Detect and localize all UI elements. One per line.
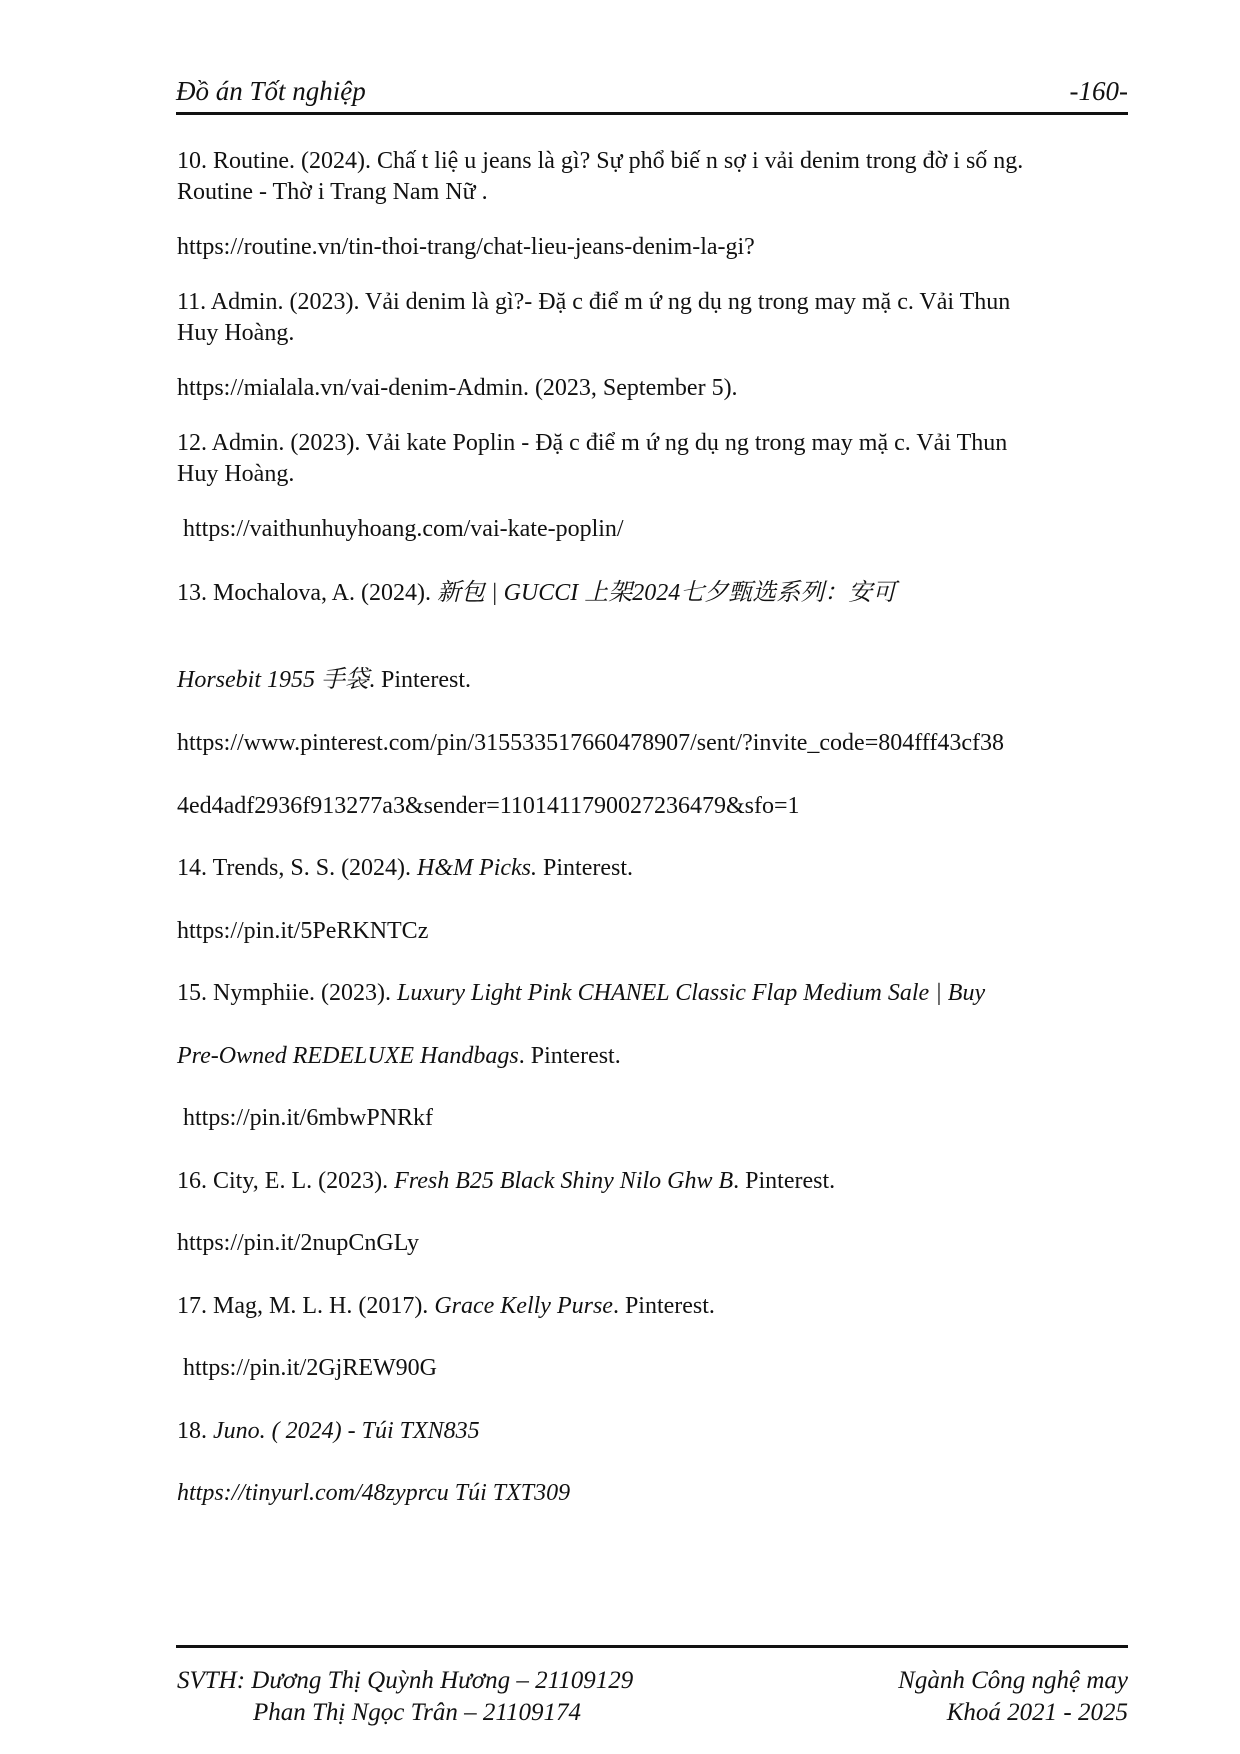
reference-17-suffix: . Pinterest.: [612, 1293, 715, 1319]
reference-13-prefix: 13. Mochalova, A. (2024).: [177, 580, 437, 606]
reference-14-suffix: Pinterest.: [537, 855, 634, 881]
page-header: [176, 72, 1128, 115]
reference-13-title-part-2: Horsebit 1955 手袋: [177, 667, 369, 693]
reference-15-title-part-2: Pre-Owned REDELUXE Handbags: [177, 1043, 519, 1069]
reference-16-title: Fresh B25 Black Shiny Nilo Ghw B: [394, 1168, 734, 1194]
reference-13-suffix: . Pinterest.: [369, 667, 471, 693]
reference-18-title: Juno. ( 2024) - Túi TXN835: [213, 1418, 480, 1444]
reference-12-line-2: Huy Hoàng.: [177, 461, 295, 487]
reference-18-prefix: 18.: [177, 1418, 213, 1444]
reference-15-suffix: . Pinterest.: [518, 1043, 621, 1069]
reference-12-line-1: 12. Admin. (2023). Vải kate Poplin - Đặ c điể m ứ ng dụ ng trong may mặ c. Vải Thun: [177, 430, 1008, 456]
reference-11-line-1: 11. Admin. (2023). Vải denim là gì?- Đặ c điể m ứ ng dụ ng trong may mặ c. Vải Thun: [177, 289, 1011, 315]
reference-17-prefix: 17. Mag, M. L. H. (2017).: [177, 1293, 435, 1319]
reference-14-title: H&M Picks.: [417, 855, 538, 881]
page-number: -160-: [1069, 76, 1128, 106]
reference-14-prefix: 14. Trends, S. S. (2024).: [177, 855, 418, 881]
reference-15-line-2: [177, 1041, 621, 1071]
reference-13-line-2: [177, 665, 471, 695]
reference-16-suffix: . Pinterest.: [733, 1168, 836, 1194]
reference-13-url-line-2[interactable]: 4ed4adf2936f913277a3&sender=1101411790027236479&sfo=1: [177, 793, 800, 819]
reference-11-line-2: Huy Hoàng.: [177, 320, 295, 346]
reference-10-line-1: 10. Routine. (2024). Chấ t liệ u jeans là gì? Sự phổ biế n sợ i vải denim trong đờ i số ng.: [177, 148, 1024, 174]
reference-11-url[interactable]: https://mialala.vn/vai-denim-Admin. (2023, September 5).: [177, 375, 738, 401]
reference-18: [177, 1416, 480, 1446]
reference-16-url[interactable]: https://pin.it/2nupCnGLy: [177, 1230, 420, 1256]
footer-cohort: Khoá 2021 - 2025: [946, 1699, 1128, 1726]
reference-17: [177, 1291, 715, 1321]
reference-16: [177, 1166, 835, 1196]
footer-author-2: Phan Thị Ngọc Trân – 21109174: [253, 1699, 582, 1726]
reference-15-title-part-1: Luxury Light Pink CHANEL Classic Flap Medium Sale | Buy: [396, 980, 986, 1006]
reference-10-url[interactable]: https://routine.vn/tin-thoi-trang/chat-lieu-jeans-denim-la-gi?: [177, 234, 755, 260]
footer-author-1: SVTH: Dương Thị Quỳnh Hương – 21109129: [177, 1667, 634, 1694]
reference-13-line-1: [177, 578, 896, 608]
reference-16-prefix: 16. City, E. L. (2023).: [177, 1168, 395, 1194]
reference-17-url[interactable]: https://pin.it/2GjREW90G: [183, 1355, 438, 1381]
reference-13-url-line-1[interactable]: https://www.pinterest.com/pin/315533517660478907/sent/?invite_code=804fff43cf38: [177, 730, 1004, 756]
reference-15-line-1: [177, 978, 985, 1008]
reference-14-url[interactable]: https://pin.it/5PeRKNTCz: [177, 918, 429, 944]
reference-10-line-2: Routine - Thờ i Trang Nam Nữ .: [177, 179, 488, 205]
reference-13-title-part-1: 新包 | GUCCI 上架2024七夕甄选系列：安可: [436, 580, 897, 606]
reference-15-url[interactable]: https://pin.it/6mbwPNRkf: [183, 1105, 434, 1131]
reference-18-url[interactable]: https://tinyurl.com/48zyprcu Túi TXT309: [177, 1480, 571, 1506]
reference-15-prefix: 15. Nymphiie. (2023).: [177, 980, 397, 1006]
reference-12-url[interactable]: https://vaithunhuyhoang.com/vai-kate-poplin/: [183, 516, 624, 542]
reference-17-title: Grace Kelly Purse: [434, 1293, 613, 1319]
header-title: Đồ án Tốt nghiệp: [176, 76, 366, 106]
reference-14: [177, 853, 633, 883]
footer-major: Ngành Công nghệ may: [898, 1667, 1128, 1694]
footer-rule: [176, 1645, 1128, 1648]
